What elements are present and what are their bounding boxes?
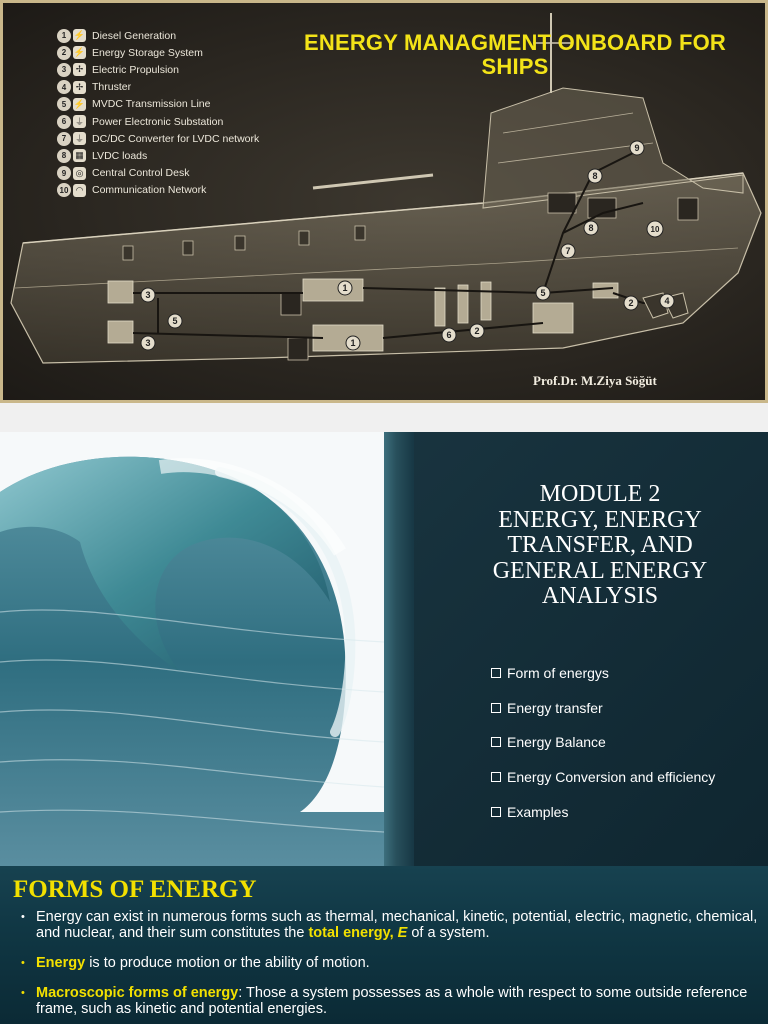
marker-2b (624, 296, 638, 310)
svg-text:5: 5 (540, 288, 546, 298)
svg-text:3: 3 (145, 338, 151, 348)
checkbox-icon (491, 807, 501, 817)
author-name: Prof.Dr. M.Ziya Söğüt (533, 373, 657, 388)
legend-item-dcdc-converter (57, 130, 259, 147)
highlight-term: Energy (36, 955, 86, 971)
topic-item (491, 656, 715, 691)
ocean-wave-image (0, 432, 384, 867)
legend-item-energy-storage (57, 44, 259, 61)
highlight-symbol: E (397, 925, 408, 941)
target-icon: ◎ (73, 167, 86, 180)
fan-icon: ✢ (73, 63, 86, 76)
module-title-line: GENERAL ENERGY (492, 557, 708, 584)
highlight-term: Macroscopic forms of energy (36, 985, 239, 1001)
bullet-text: : Those a system possesses as a whole with respect to some outside reference frame, such as kinetic and potential energies. (36, 985, 748, 1017)
marker-6 (442, 328, 456, 342)
marker-8b (584, 221, 598, 235)
legend-number: 5 (57, 97, 71, 111)
slide-module-2 (0, 432, 768, 867)
legend-number: 4 (57, 80, 71, 94)
svg-text:10: 10 (650, 225, 660, 234)
legend-number: 7 (57, 132, 71, 146)
marker-4 (660, 294, 674, 308)
topic-label: Energy Balance (507, 734, 606, 751)
legend-item-substation (57, 113, 259, 130)
legend-item-control-desk (57, 165, 259, 182)
topic-item (491, 760, 715, 795)
highlight-term: total energy, (308, 925, 398, 941)
section-title: FORMS OF ENERGY (13, 876, 257, 903)
topic-list (491, 656, 715, 829)
topic-label: Energy transfer (507, 699, 603, 716)
legend-item-lvdc-loads (57, 147, 259, 164)
slide-1-canvas (3, 3, 765, 400)
legend-label: Energy Storage System (92, 46, 203, 59)
topic-label: Energy Conversion and efficiency (507, 769, 716, 786)
checkbox-icon (491, 737, 501, 747)
module-title-line: ANALYSIS (541, 583, 659, 609)
slide-title: ENERGY MANAGMENT ONBOARD FOR SHIPS (304, 30, 726, 79)
svg-text:9: 9 (634, 143, 640, 153)
bullet-text: is to produce motion or the ability of motion. (85, 955, 370, 971)
legend-label: Diesel Generation (92, 29, 177, 42)
legend-item-communication (57, 182, 259, 199)
slide-energy-management (0, 0, 768, 403)
fan-icon: ✢ (73, 81, 86, 94)
marker-2a (470, 324, 484, 338)
svg-text:4: 4 (664, 296, 670, 306)
plug-icon: ⏚ (74, 117, 84, 128)
topic-item (491, 794, 715, 829)
module-title (460, 482, 740, 610)
legend-number: 6 (57, 115, 71, 129)
marker-7 (561, 244, 575, 258)
checkbox-icon (491, 703, 501, 713)
lightning-icon: ⚡ (73, 47, 86, 58)
svg-text:8: 8 (592, 171, 598, 181)
wave-illustration (0, 432, 384, 867)
marker-5b (536, 286, 550, 300)
legend-number: 1 (57, 29, 71, 43)
bullet-text-tail: of a system. (407, 925, 490, 941)
legend-label: Power Electronic Substation (92, 115, 224, 128)
legend-label: LVDC loads (92, 149, 148, 162)
module-title-line: ENERGY, ENERGY (498, 506, 702, 533)
marker-9 (630, 141, 644, 155)
svg-text:8: 8 (588, 223, 594, 233)
module-title-line: TRANSFER, AND (507, 532, 693, 558)
svg-text:2: 2 (474, 326, 480, 336)
bullet-total-energy (21, 909, 761, 941)
legend-label: Communication Network (92, 184, 207, 197)
marker-3b (141, 336, 155, 350)
topic-item (491, 725, 715, 760)
legend-number: 8 (57, 149, 71, 163)
legend-label: Thruster (92, 81, 132, 94)
svg-text:1: 1 (342, 283, 348, 293)
marker-3a (141, 288, 155, 302)
legend-label: Central Control Desk (92, 167, 190, 180)
legend-item-diesel-generation (57, 27, 259, 44)
topic-item (491, 691, 715, 726)
grid-icon: ▦ (73, 149, 86, 162)
marker-5a (168, 314, 182, 328)
bullet-list (21, 909, 761, 1024)
plug-icon: ⏚ (74, 134, 84, 145)
checkbox-icon (491, 772, 501, 782)
topic-label: Form of energys (507, 665, 609, 682)
legend-label: DC/DC Converter for LVDC network (92, 132, 260, 145)
lightning-icon: ⚡ (73, 98, 86, 109)
marker-10 (647, 221, 663, 237)
bullet-macroscopic-forms (21, 985, 761, 1017)
legend-number: 3 (57, 63, 71, 77)
slide-divider-bar (384, 432, 414, 867)
bullet-energy-definition (21, 955, 761, 971)
legend-label: MVDC Transmission Line (92, 98, 211, 111)
wifi-icon: ◠ (73, 184, 86, 197)
legend-item-mvdc-line (57, 96, 259, 113)
legend-item-thruster (57, 79, 259, 96)
legend-item-electric-propulsion (57, 61, 259, 78)
svg-text:3: 3 (145, 290, 151, 300)
slide-forms-of-energy (0, 866, 768, 1024)
legend-number: 9 (57, 166, 71, 180)
svg-text:5: 5 (172, 316, 178, 326)
svg-text:2: 2 (628, 298, 634, 308)
ship-legend (57, 27, 259, 199)
lightning-icon: ⚡ (73, 30, 86, 41)
marker-8a (588, 169, 602, 183)
module-title-line: MODULE 2 (539, 481, 661, 507)
legend-label: Electric Propulsion (92, 63, 179, 76)
svg-text:7: 7 (565, 246, 571, 256)
bullet-text: Energy can exist in numerous forms such as thermal, mechanical, kinetic, potential, electric, magnetic, chemical, and nuclear, and their sum constitutes the (36, 909, 758, 941)
marker-1a (338, 281, 352, 295)
marker-1b (346, 336, 360, 350)
legend-number: 10 (57, 183, 71, 197)
checkbox-icon (491, 668, 501, 678)
svg-text:6: 6 (446, 330, 452, 340)
topic-label: Examples (507, 803, 569, 820)
legend-number: 2 (57, 46, 71, 60)
svg-text:1: 1 (350, 338, 356, 348)
